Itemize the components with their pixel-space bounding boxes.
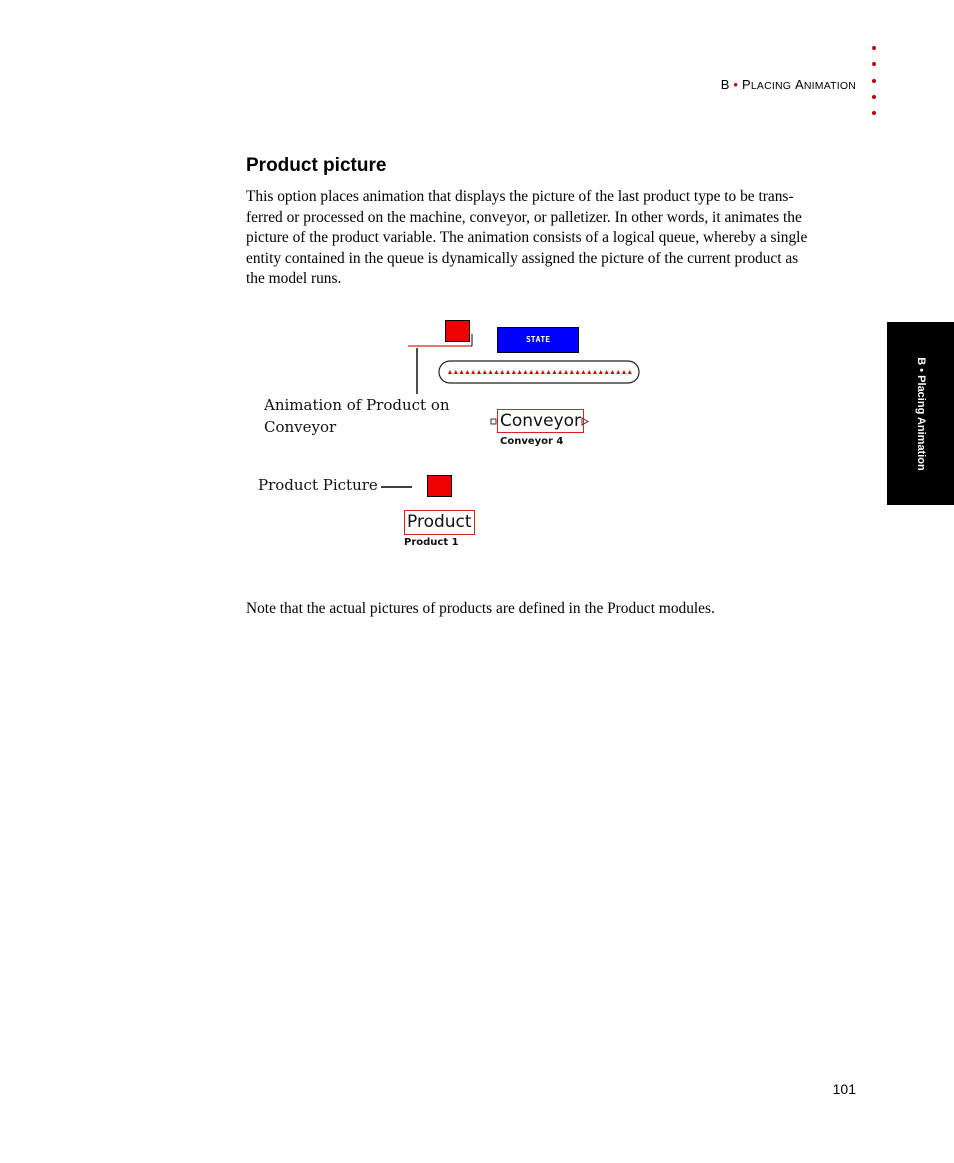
conveyor-dot	[465, 370, 469, 374]
conveyor-dot	[558, 370, 562, 374]
conveyor-start-marker	[491, 419, 496, 424]
conveyor-dot	[454, 370, 458, 374]
conveyor-path-outline	[439, 361, 639, 383]
conveyor-dot	[518, 370, 522, 374]
conveyor-dot	[610, 370, 614, 374]
decorative-dot	[872, 46, 876, 50]
product-sublabel: Product 1	[404, 537, 459, 548]
conveyor-dot	[483, 370, 487, 374]
decorative-dot	[872, 95, 876, 99]
callout-product-picture: Product Picture	[258, 476, 378, 494]
conveyor-dot	[529, 370, 533, 374]
paragraph-line: This option places animation that displays the picture of the last product type to be trans-	[246, 188, 794, 205]
title-initial: P	[741, 77, 751, 92]
paragraph-line: picture of the product variable. The animation consists of a logical queue, whereby a single	[246, 229, 808, 247]
decorative-dot-column	[872, 46, 880, 127]
conveyor-dot	[547, 370, 551, 374]
running-header	[721, 77, 856, 92]
conveyor-dot	[541, 370, 545, 374]
paragraph-line: entity contained in the queue is dynamically assigned the picture of the current product as	[246, 249, 799, 267]
chapter-side-tab	[887, 322, 954, 505]
conveyor-dots	[448, 370, 632, 374]
callout-line: Conveyor	[264, 418, 337, 436]
conveyor-dot	[564, 370, 568, 374]
conveyor-dot	[523, 370, 527, 374]
conveyor-dot	[552, 370, 556, 374]
conveyor-dot	[622, 370, 626, 374]
conveyor-dot	[506, 370, 510, 374]
conveyor-dot	[477, 370, 481, 374]
conveyor-dot	[628, 370, 632, 374]
conveyor-sublabel: Conveyor 4	[500, 436, 564, 447]
conveyor-dot	[460, 370, 464, 374]
page-number: 101	[832, 1081, 856, 1097]
conveyor-dot	[471, 370, 475, 374]
running-header-chapter: B	[720, 77, 730, 92]
conveyor-dot	[500, 370, 504, 374]
conveyor-dot	[489, 370, 493, 374]
conveyor-dot	[570, 370, 574, 374]
conveyor-dot	[576, 370, 580, 374]
title-initial: A	[794, 77, 804, 92]
conveyor-dot	[512, 370, 516, 374]
conveyor-product-square	[445, 320, 470, 342]
product-label-box: Product	[404, 510, 475, 535]
decorative-dot	[872, 79, 876, 83]
conveyor-dot	[494, 370, 498, 374]
conveyor-dot	[581, 370, 585, 374]
title-rest: LACING	[750, 80, 792, 92]
paragraph-line: ferred or processed on the machine, conveyor, or palletizer. In other words, it animates the	[246, 208, 802, 226]
conveyor-dot	[587, 370, 591, 374]
conveyor-dot	[448, 370, 452, 374]
conveyor-label-box: Conveyor	[497, 409, 584, 433]
body-paragraph	[246, 187, 866, 290]
decorative-dot	[872, 111, 876, 115]
title-rest: NIMATION	[803, 80, 856, 92]
product-picture-square	[427, 475, 452, 497]
conveyor-dot	[605, 370, 609, 374]
product-picture-figure	[250, 312, 650, 562]
conveyor-dot	[593, 370, 597, 374]
note-paragraph: Note that the actual pictures of products are defined in the Product modules.	[246, 600, 715, 617]
state-box: STATE	[497, 327, 579, 353]
section-heading: Product picture	[246, 155, 387, 176]
paragraph-line: the model runs.	[246, 270, 342, 288]
decorative-dot	[872, 62, 876, 66]
conveyor-dot	[535, 370, 539, 374]
conveyor-dot	[599, 370, 603, 374]
callout-conveyor-animation	[264, 394, 450, 438]
conveyor-dot	[616, 370, 620, 374]
chapter-side-tab-label: B • Placing Animation	[914, 356, 927, 471]
callout-line: Animation of Product on	[264, 396, 450, 414]
running-header-title	[742, 77, 856, 92]
running-header-bullet: •	[733, 77, 739, 92]
